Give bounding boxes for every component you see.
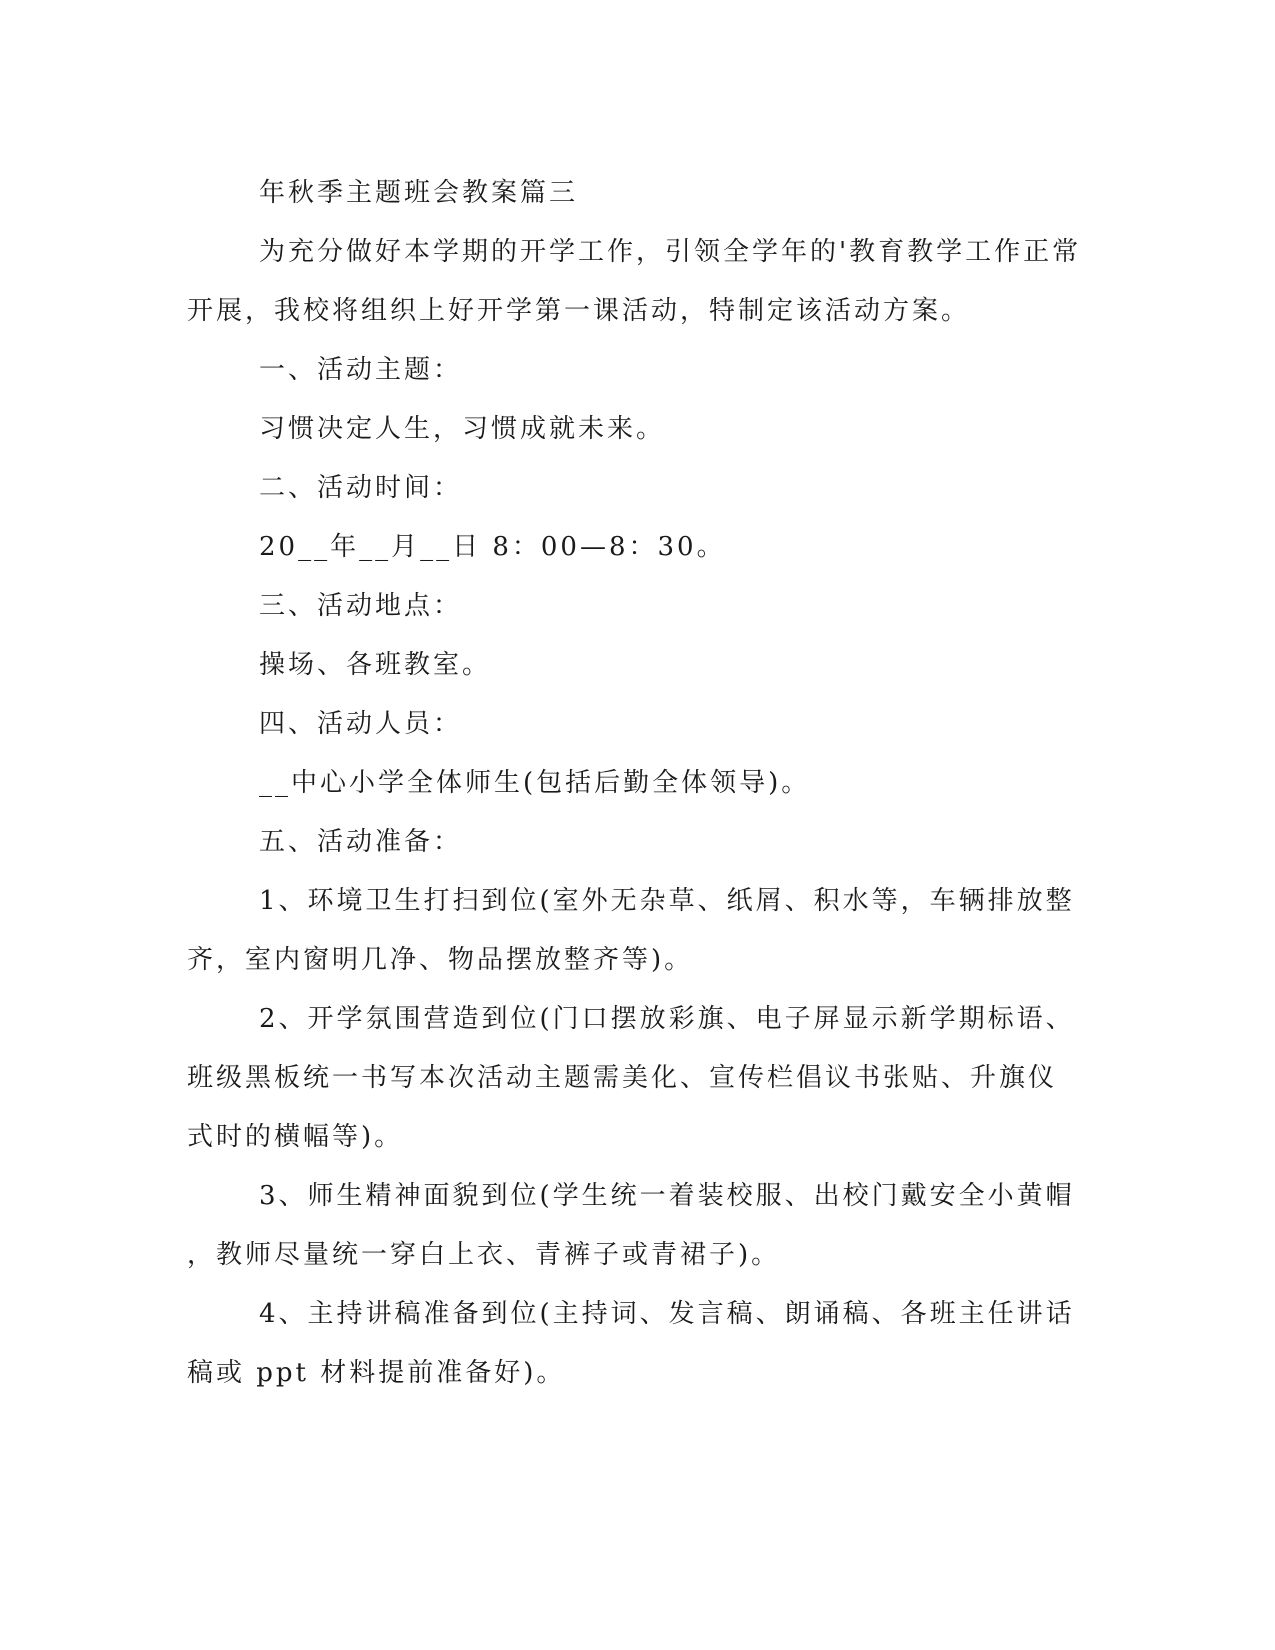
preparation-item-3-line-2: ，教师尽量统一穿白上衣、青裤子或青裙子)。 [187, 1240, 781, 1270]
intro-paragraph-line-1: 为充分做好本学期的开学工作，引领全学年的'教育教学工作正常 [259, 237, 1082, 267]
preparation-item-4-line-2: 稿或 ppt 材料提前准备好)。 [187, 1358, 566, 1388]
location-text: 操场、各班教室。 [259, 650, 492, 680]
theme-text: 习惯决定人生，习惯成就未来。 [259, 414, 666, 444]
section-heading-time: 二、活动时间： [259, 473, 463, 503]
preparation-item-2-line-3: 式时的横幅等)。 [187, 1122, 404, 1152]
preparation-item-4-line-1: 4、主持讲稿准备到位(主持词、发言稿、朗诵稿、各班主任讲话 [259, 1299, 1075, 1329]
document-title: 年秋季主题班会教案篇三 [259, 178, 579, 208]
participants-text: __中心小学全体师生(包括后勤全体领导)。 [259, 768, 811, 798]
preparation-item-2-line-1: 2、开学氛围营造到位(门口摆放彩旗、电子屏显示新学期标语、 [259, 1004, 1075, 1034]
preparation-item-2-line-2: 班级黑板统一书写本次活动主题需美化、宣传栏倡议书张贴、升旗仪 [187, 1063, 1058, 1093]
preparation-item-1-line-2: 齐，室内窗明几净、物品摆放整齐等)。 [187, 945, 694, 975]
time-text: 20__年__月__日 8：00—8：30。 [259, 532, 726, 562]
document-body [187, 164, 1082, 1403]
section-heading-participants: 四、活动人员： [259, 709, 463, 739]
section-heading-preparation: 五、活动准备： [259, 827, 463, 857]
preparation-item-3-line-1: 3、师生精神面貌到位(学生统一着装校服、出校门戴安全小黄帽 [259, 1181, 1075, 1211]
preparation-item-1-line-1: 1、环境卫生打扫到位(室外无杂草、纸屑、积水等，车辆排放整 [259, 886, 1075, 916]
intro-paragraph-line-2: 开展，我校将组织上好开学第一课活动，特制定该活动方案。 [187, 296, 971, 326]
section-heading-location: 三、活动地点： [259, 591, 463, 621]
section-heading-theme: 一、活动主题： [259, 355, 463, 385]
